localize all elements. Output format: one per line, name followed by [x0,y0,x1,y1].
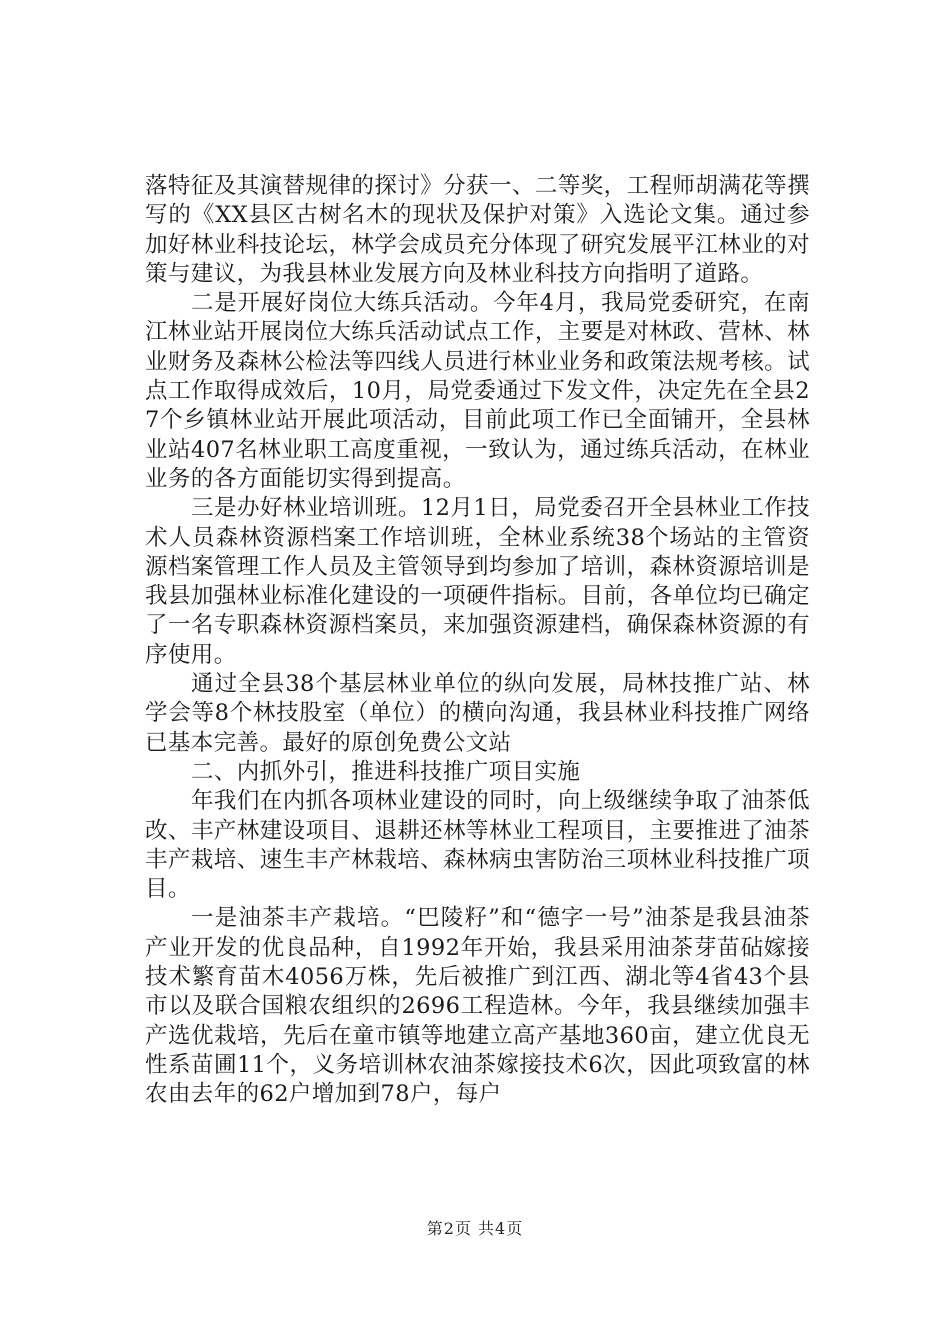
paragraph: 一是油茶丰产栽培。“巴陵籽”和“德字一号”油茶是我县油茶产业开发的优良品种，自1992年开始，我县采用油茶芽苗砧嫁接技术繁育苗木4056万株，先后被推广到江西、湖北等4省43个县市以及联合国粮农组织的2696工程造林。今年，我县继续加强丰产选优栽培，先后在童市镇等地建立高产基地360亩，建立优良无性系苗圃11个，义务培训林农油茶嫁接技术6次，因此项致富的林农由去年的62户增加到78户，每户 [145,905,810,1108]
paragraph: 年我们在内抓各项林业建设的同时，向上级继续争取了油茶低改、丰产林建设项目、退耕还林等林业工程项目，主要推进了油茶丰产栽培、速生丰产林栽培、森林病虫害防治三项林业科技推广项目。 [145,788,810,903]
paragraph: 二是开展好岗位大练兵活动。今年4月，我局党委研究，在南江林业站开展岗位大练兵活动试点工作，主要是对林政、营林、林业财务及森林公检法等四线人员进行林业业务和政策法规考核。试点工作取得成效后，10月，局党委通过下发文件，决定先在全县27个乡镇林业站开展此项活动，目前此项工作已全面铺开，全县林业站407名林业职工高度重视，一致认为，通过练兵活动，在林业业务的各方面能切实得到提高。 [145,290,810,492]
page-footer: 第2页 共4页 [426,1219,524,1238]
paragraph: 落特征及其演替规律的探讨》分获一、二等奖，工程师胡满花等撰写的《XX县区古树名木的现状及保护对策》入选论文集。通过参加好林业科技论坛，林学会成员充分体现了研究发展平江林业的对策与建议，为我县林业发展方向及林业科技方向指明了道路。 [145,173,810,287]
document-body [145,172,810,1110]
paragraph: 三是办好林业培训班。12月1日，局党委召开全县林业工作技术人员森林资源档案工作培训班，全林业系统38个场站的主管资源档案管理工作人员及主管领导到均参加了培训，森林资源培训是我县加强林业标准化建设的一项硬件指标。目前，各单位均已确定了一名专职森林资源档案员，来加强资源建档，确保森林资源的有序使用。 [145,495,810,668]
paragraph: 通过全县38个基层林业单位的纵向发展，局林技推广站、林学会等8个林技股室（单位）的横向沟通，我县林业科技推广网络已基本完善。最好的原创免费公文站 [145,671,810,756]
section-heading: 二、内抓外引，推进科技推广项目实施 [191,758,581,785]
